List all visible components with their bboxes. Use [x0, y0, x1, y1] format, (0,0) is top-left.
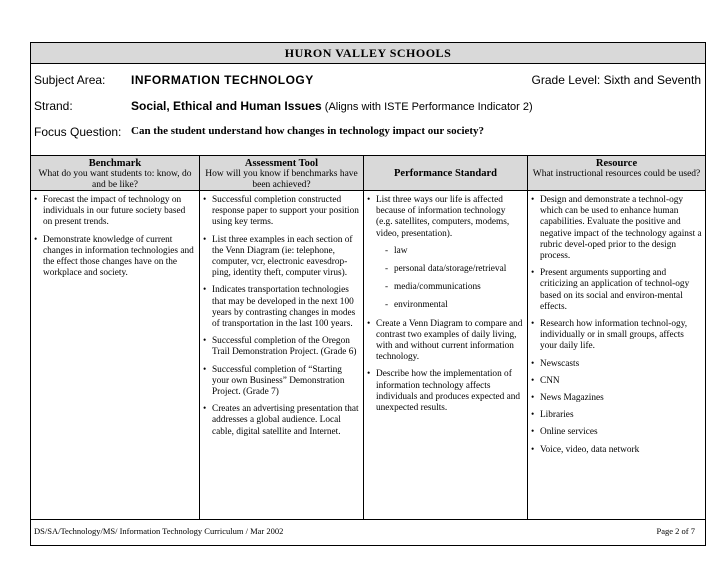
list-item: • Demonstrate knowledge of current changes in information technologies and the effect those changes have on the workplace and society.: [34, 235, 196, 280]
table-header: [31, 155, 705, 191]
list-item: • Newscasts: [531, 359, 702, 370]
page-number: Page 2 of 7: [656, 526, 695, 536]
list-item: • Present arguments supporting and criticizing an application of technol-ogy based on its social and environ-mental effects.: [531, 268, 702, 313]
subject-value: INFORMATION TECHNOLOGY: [131, 73, 314, 87]
list-item: • Research how information technol-ogy, individually or in small groups, affects your daily life.: [531, 319, 702, 353]
header-assessment: Assessment Tool How will you know if benchmarks have been achieved?: [199, 156, 363, 190]
sub-list-item: - law: [376, 246, 524, 257]
list-item: • Voice, video, data network: [531, 445, 702, 456]
list-item: • Forecast the impact of technology on individuals in our future society based on present trends.: [34, 195, 196, 229]
list-item: • Design and demonstrate a technol-ogy which can be used to enhance human capabilities. Evaluate the positive and negative impact of the technology against a rubric devel-oped prior to the design process.: [531, 195, 702, 262]
sub-list-item: - media/communications: [376, 282, 524, 293]
subject-label: Subject Area:: [34, 73, 106, 87]
curriculum-page: [30, 42, 706, 546]
list-item: • Successful completion of the Oregon Trail Demonstration Project. (Grade 6): [203, 336, 360, 358]
list-item: • Create a Venn Diagram to compare and contrast two examples of daily living, with and without current information technology.: [367, 319, 524, 364]
list-item: • Libraries: [531, 410, 702, 421]
strand-label: Strand:: [34, 99, 73, 113]
resource-column: [527, 191, 705, 519]
sub-list-item: - environmental: [376, 300, 524, 311]
list-item: • Creates an advertising presentation that addresses a global audience. Local cable, digital satellite and Internet.: [203, 404, 360, 438]
assessment-column: [199, 191, 363, 519]
header-benchmark: Benchmark What do you want students to: know, do and be like?: [38, 158, 192, 190]
list-item: • News Magazines: [531, 393, 702, 404]
list-item: • Describe how the implementation of information technology affects individuals and produces expected and unexpected results.: [367, 369, 524, 414]
school-banner: HURON VALLEY SCHOOLS: [31, 43, 705, 64]
page-footer: [31, 519, 705, 546]
benchmark-column: [31, 191, 199, 519]
performance-column: [363, 191, 527, 519]
focus-label: Focus Question:: [34, 125, 122, 139]
list-item: • List three examples in each section of the Venn Diagram (ie: telephone, computer, vcr, electronic eavesdrop-ping, identity theft, computer virus).: [203, 235, 360, 280]
list-item: • CNN: [531, 376, 702, 387]
strand-value: Social, Ethical and Human Issues: [131, 99, 322, 113]
list-item: • Indicates transportation technologies that may be developed in the next 100 years by contrasting changes in modes of transportation in the last 100 years.: [203, 285, 360, 330]
list-item: • Successful completion constructed response paper to support your position using key terms.: [203, 195, 360, 229]
footer-source: DS/SA/Technology/MS/ Information Technology Curriculum / Mar 2002: [34, 526, 284, 536]
header-resource: Resource What instructional resources could be used?: [527, 156, 705, 190]
table-body: [31, 191, 705, 519]
strand-note: (Aligns with ISTE Performance Indicator 2): [321, 101, 533, 113]
sub-list-item: - personal data/storage/retrieval: [376, 264, 524, 275]
list-item: • Successful completion of “Starting your own Business” Demonstration Project. (Grade 7): [203, 365, 360, 399]
grade-level: Grade Level: Sixth and Seventh: [531, 73, 701, 87]
list-item: • List three ways our life is affected because of information technology (e.g. satellites, computers, modems, video, presentation). - law - personal data/storage/retrieval - media/communications - environmental: [367, 195, 524, 312]
focus-question: Can the student understand how changes in technology impact our society?: [131, 125, 485, 137]
list-item: • Online services: [531, 427, 702, 438]
header-performance: Performance Standard: [363, 156, 527, 190]
